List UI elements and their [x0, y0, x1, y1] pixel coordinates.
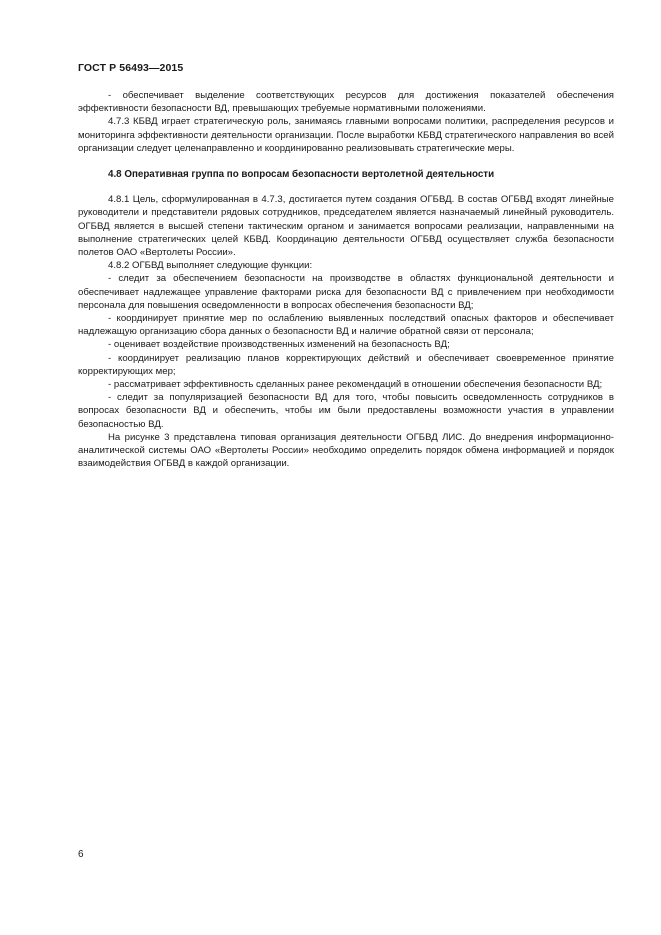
list-item: - координирует принятие мер по ослаблению выявленных последствий опасных факторов и обеспечивает надлежащую организацию сбора данных о безопасности ВД и наличие обратной связи от персонала; [78, 313, 614, 338]
document-body [78, 89, 614, 470]
list-item: - следит за популяризацией безопасности ВД для того, чтобы повысить осведомленность сотрудников в вопросах безопасности ВД и обеспечить, чтобы им были предоставлены возможности участия в управлении безопасностью ВД. [78, 392, 614, 430]
paragraph: 4.8.2 ОГБВД выполняет следующие функции: [108, 260, 313, 272]
list-item: - рассматривает эффективность сделанных ранее рекомендаций в отношении обеспечения безопасности ВД; [108, 379, 603, 391]
paragraph: - обеспечивает выделение соответствующих ресурсов для достижения показателей обеспечения эффективности безопасности ВД, превышающих требуемые нормативными положениями. [78, 90, 614, 115]
document-header: ГОСТ Р 56493—2015 [78, 62, 184, 74]
list-item: - координирует реализацию планов корректирующих действий и обеспечивает своевременное принятие корректирующих мер; [78, 352, 614, 377]
section-title: 4.8 Оперативная группа по вопросам безопасности вертолетной деятельности [108, 169, 495, 181]
page-number: 6 [78, 849, 84, 860]
paragraph: 4.8.1 Цель, сформулированная в 4.7.3, достигается путем создания ОГБВД. В состав ОГБВД входят линейные руководители и представители рядовых сотрудников, председателем является назначаемый линейный руководитель. ОГБВД является в высшей степени тактическим органом и занимается вопросами реализации, направленными на выполнение стратегических целей КБВД. Координацию деятельности ОГБВД осуществляет служба безопасности полетов ОАО «Вертолеты России». [78, 194, 614, 259]
list-item: - следит за обеспечением безопасности на производстве в областях функциональной деятельности и обеспечивает надлежащее управление факторами риска для безопасности ВД с привлечением при необходимости персонала для повышения осведомленности в вопросах обеспечения безопасности ВД; [78, 273, 614, 311]
list-item: - оценивает воздействие производственных изменений на безопасность ВД; [108, 339, 450, 351]
paragraph: 4.7.3 КБВД играет стратегическую роль, занимаясь главными вопросами политики, распределения ресурсов и мониторинга эффективности деятельности организации. После выработки КБВД стратегического направления во всей организации следует целенаправленно и координированно реализовывать стратегические меры. [78, 116, 614, 154]
paragraph: На рисунке 3 представлена типовая организация деятельности ОГБВД ЛИС. До внедрения информационно-аналитической системы ОАО «Вертолеты России» необходимо определить порядок обмена информацией и порядок взаимодействия ОГБВД в каждой организации. [78, 431, 614, 470]
